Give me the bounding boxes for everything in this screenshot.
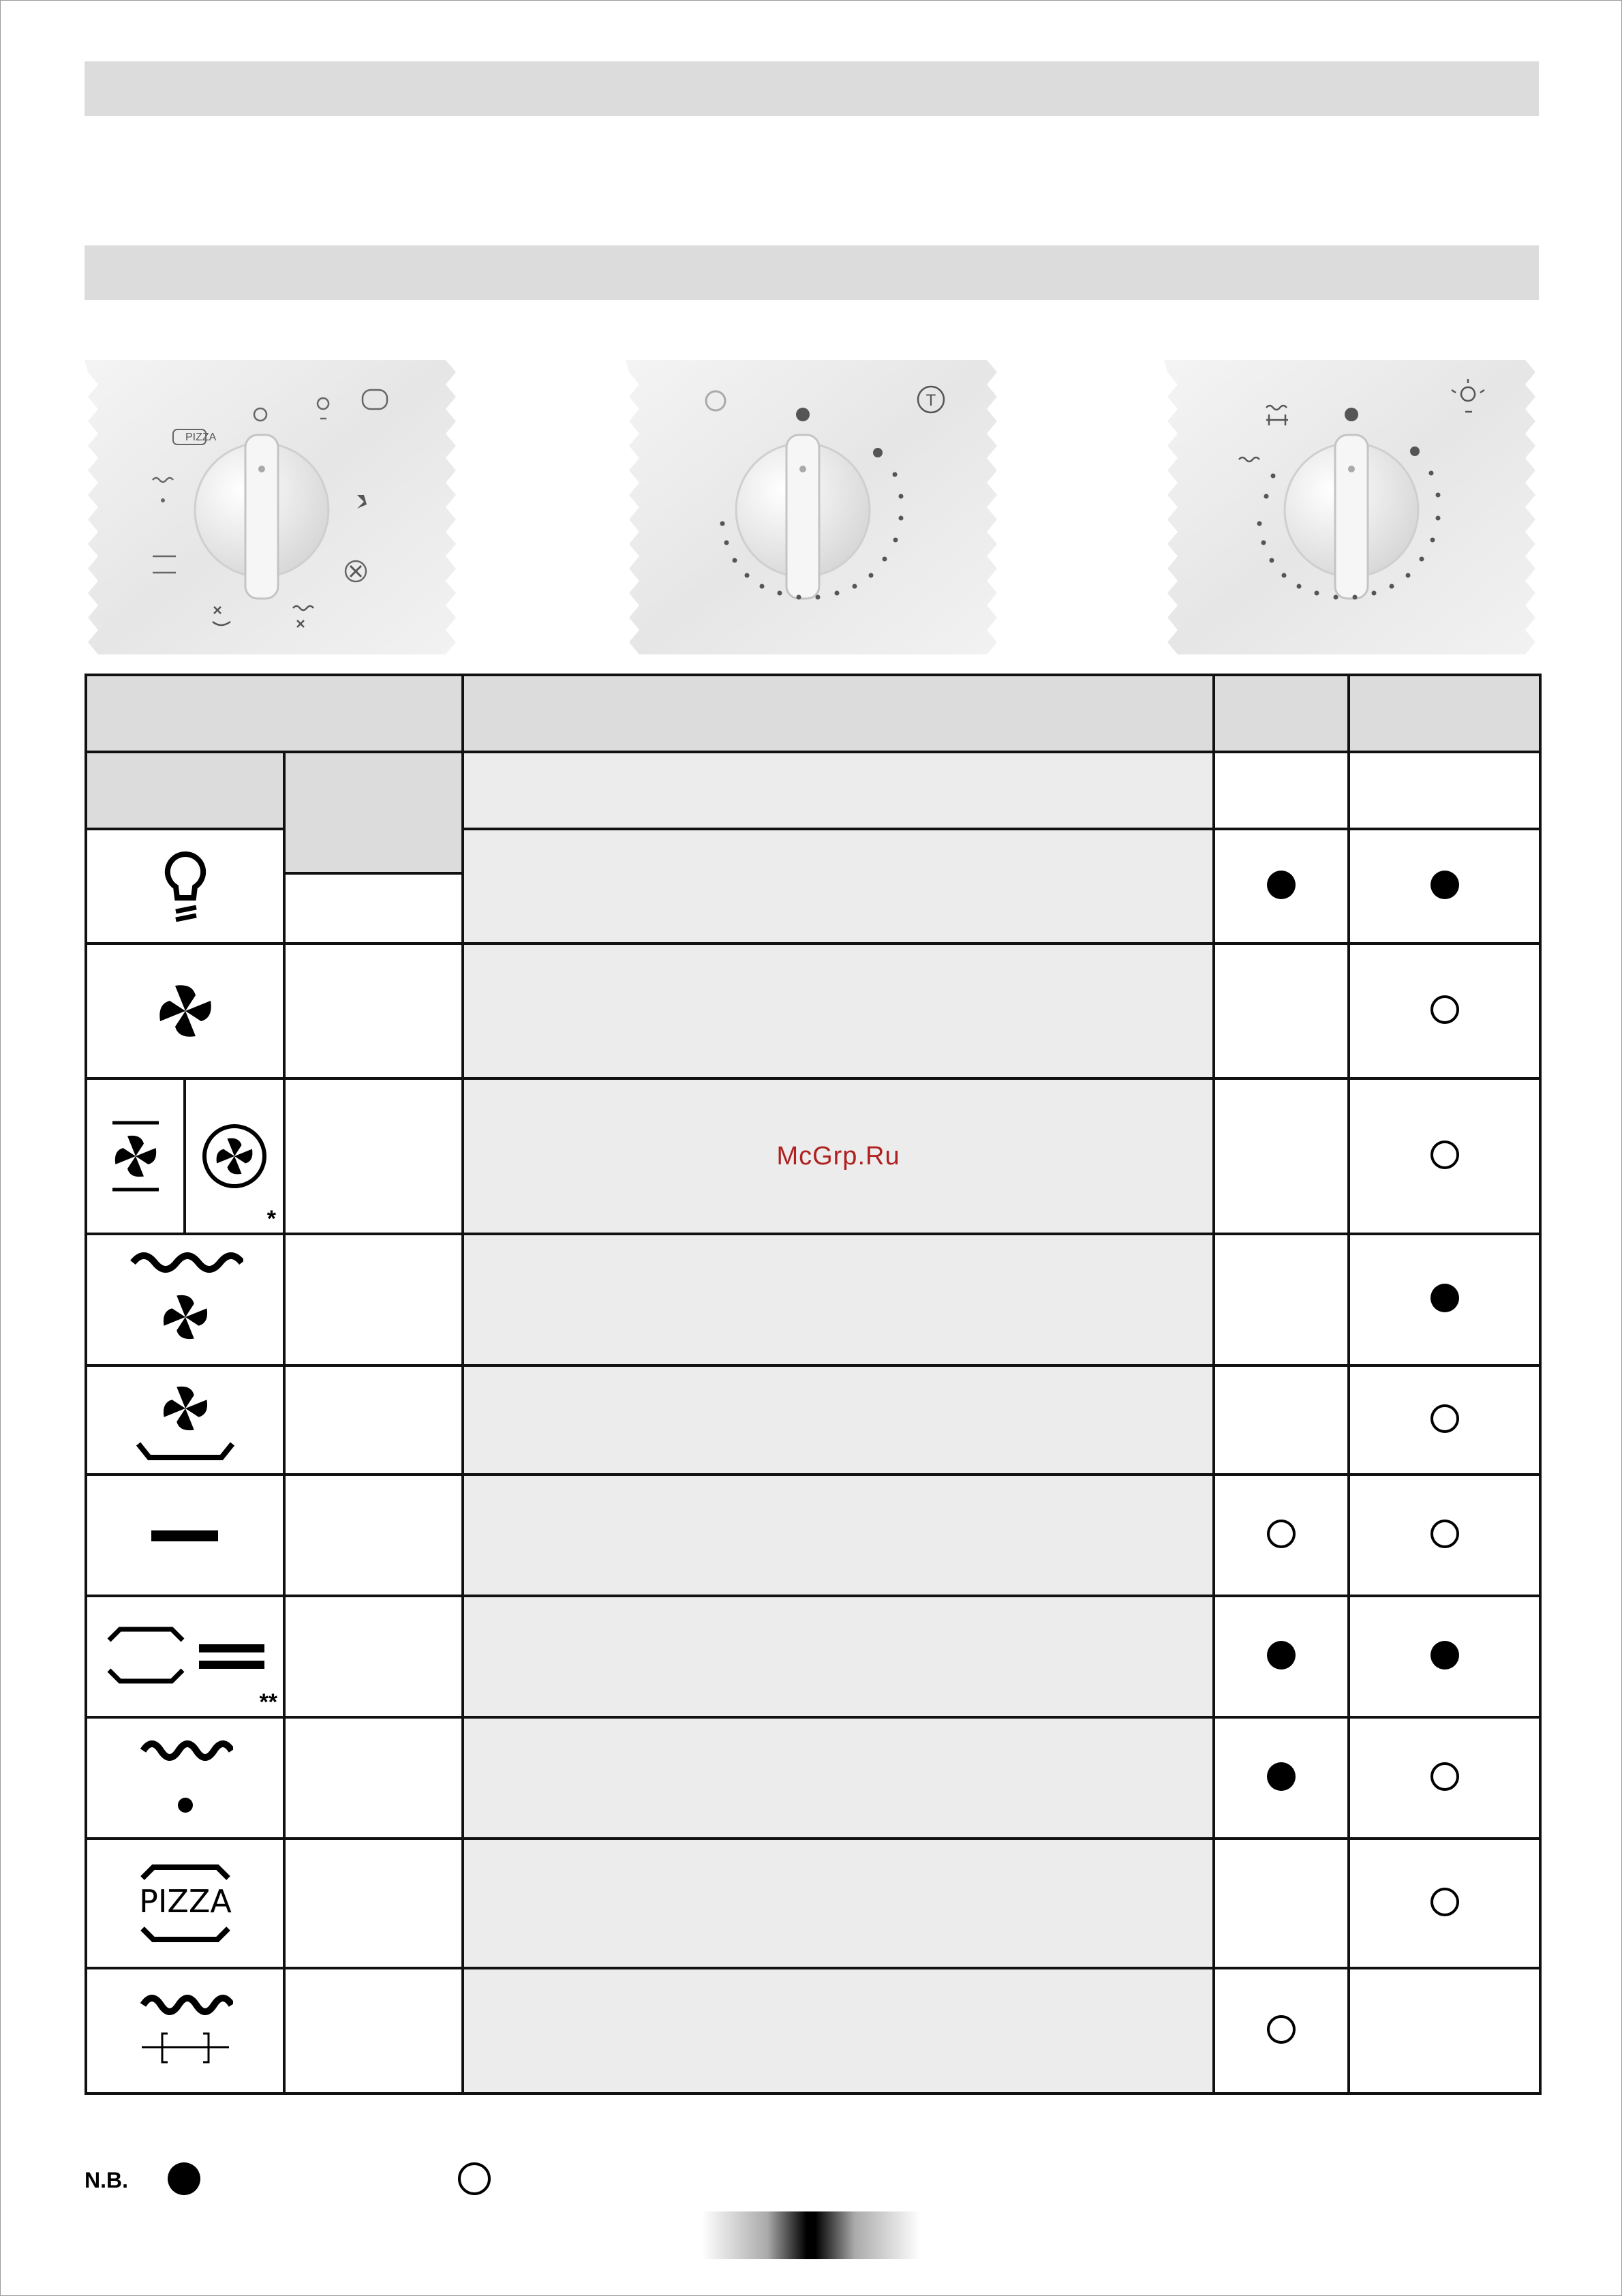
table-row-pizza bbox=[86, 1839, 284, 1968]
col-b-cell bbox=[1349, 1078, 1540, 1234]
title-bar bbox=[85, 61, 1539, 116]
col-b-cell bbox=[1349, 1596, 1540, 1717]
temp-cell bbox=[284, 1717, 463, 1839]
header-description bbox=[463, 675, 1214, 752]
pizza-icon bbox=[127, 1859, 243, 1948]
header-col-b bbox=[1349, 675, 1540, 752]
filled-dot bbox=[1430, 1641, 1459, 1670]
filled-dot bbox=[1430, 1284, 1459, 1312]
temp-cell bbox=[284, 1365, 463, 1475]
description-cell bbox=[463, 1968, 1214, 2094]
description-cell bbox=[463, 943, 1214, 1078]
col-b-cell bbox=[1349, 752, 1540, 829]
empty-dot bbox=[1267, 2015, 1296, 2044]
description-cell bbox=[463, 1365, 1214, 1475]
thermostat-t-label: T bbox=[925, 391, 936, 410]
oven-functions-table bbox=[85, 674, 1542, 2095]
pizza-label: PIZZA bbox=[185, 432, 217, 443]
description-cell bbox=[463, 1839, 1214, 1968]
temp-cell bbox=[284, 1596, 463, 1717]
fan-bars-icon bbox=[108, 1119, 163, 1194]
nb-label: N.B. bbox=[85, 2168, 128, 2192]
temp-cell bbox=[284, 1839, 463, 1968]
legend-empty-dot bbox=[458, 2162, 491, 2195]
col-a-cell bbox=[1214, 1365, 1349, 1475]
table-row-fan-circle bbox=[185, 1078, 284, 1234]
table-row-grill-fan bbox=[86, 1234, 284, 1365]
table-row-fan-bottom bbox=[86, 1365, 284, 1475]
col-a-cell bbox=[1214, 1475, 1349, 1596]
col-a-cell bbox=[1214, 1717, 1349, 1839]
col-b-cell bbox=[1349, 1839, 1540, 1968]
lamp-icon bbox=[158, 849, 213, 924]
footnote-star: * bbox=[266, 1206, 276, 1232]
grill-fan-icon bbox=[127, 1249, 243, 1351]
fan-icon bbox=[155, 980, 216, 1042]
table-row-fan bbox=[86, 943, 284, 1078]
bar-icon bbox=[148, 1525, 223, 1545]
grill-dot-icon bbox=[138, 1730, 233, 1826]
col-a-cell bbox=[1214, 1968, 1349, 2094]
description-cell bbox=[463, 1596, 1214, 1717]
filled-dot bbox=[1267, 1641, 1296, 1670]
col-b-cell bbox=[1349, 1475, 1540, 1596]
col-b-cell bbox=[1349, 1968, 1540, 2094]
temp-cell bbox=[284, 1475, 463, 1596]
subheader-temp bbox=[284, 752, 463, 873]
empty-dot bbox=[1430, 1520, 1459, 1548]
empty-dot bbox=[1430, 1404, 1459, 1433]
header-col-a bbox=[1214, 675, 1349, 752]
filled-dot bbox=[1430, 871, 1459, 899]
table-row-bar bbox=[86, 1475, 284, 1596]
col-b-cell bbox=[1349, 943, 1540, 1078]
col-a-cell bbox=[1214, 1839, 1349, 1968]
filled-dot bbox=[1267, 1762, 1296, 1791]
legend-filled-dot bbox=[168, 2162, 200, 2195]
description-cell bbox=[463, 1234, 1214, 1365]
description-cell bbox=[463, 1717, 1214, 1839]
watermark: McGrp.Ru bbox=[776, 1141, 900, 1170]
empty-dot bbox=[1430, 995, 1459, 1024]
col-b-cell bbox=[1349, 1717, 1540, 1839]
description-cell bbox=[463, 752, 1214, 829]
description-cell bbox=[463, 1475, 1214, 1596]
footnote-double-star: ** bbox=[259, 1689, 277, 1715]
header-function bbox=[86, 675, 463, 752]
table-row-grill-dot bbox=[86, 1717, 284, 1839]
grill-spit-icon bbox=[138, 1990, 233, 2072]
empty-dot bbox=[1267, 1520, 1296, 1548]
temp-cell bbox=[284, 1968, 463, 2094]
filled-dot bbox=[1267, 871, 1296, 899]
table-row-lamp bbox=[86, 829, 284, 943]
empty-dot bbox=[1430, 1762, 1459, 1791]
temp-cell bbox=[284, 1078, 463, 1234]
temp-cell bbox=[284, 873, 463, 943]
fan-circle-icon bbox=[200, 1122, 269, 1190]
temp-cell bbox=[284, 1234, 463, 1365]
empty-dot bbox=[1430, 1888, 1459, 1916]
table-row-grill-spit bbox=[86, 1968, 284, 2094]
col-a-cell bbox=[1214, 752, 1349, 829]
timer-knob[interactable] bbox=[1164, 360, 1539, 654]
col-b-cell bbox=[1349, 829, 1540, 943]
col-a-cell bbox=[1214, 1234, 1349, 1365]
col-a-cell bbox=[1214, 943, 1349, 1078]
col-a-cell bbox=[1214, 1078, 1349, 1234]
subheader-symbol bbox=[86, 752, 284, 829]
top-bottom-icon bbox=[104, 1622, 267, 1691]
page-number-gradient bbox=[702, 2211, 920, 2259]
function-selector-knob[interactable] bbox=[85, 360, 459, 654]
empty-dot bbox=[1430, 1141, 1459, 1169]
thermostat-knob[interactable] bbox=[626, 360, 1000, 654]
description-cell bbox=[463, 1078, 1214, 1234]
col-b-cell bbox=[1349, 1234, 1540, 1365]
description-cell bbox=[463, 829, 1214, 943]
section-bar bbox=[85, 245, 1539, 300]
col-a-cell bbox=[1214, 829, 1349, 943]
col-a-cell bbox=[1214, 1596, 1349, 1717]
fan-bottom-icon bbox=[134, 1376, 236, 1464]
table-row-top-bottom bbox=[86, 1596, 284, 1717]
col-b-cell bbox=[1349, 1365, 1540, 1475]
temp-cell bbox=[284, 943, 463, 1078]
pizza-text: PIZZA bbox=[138, 1883, 232, 1920]
table-row-fan-bars bbox=[86, 1078, 185, 1234]
